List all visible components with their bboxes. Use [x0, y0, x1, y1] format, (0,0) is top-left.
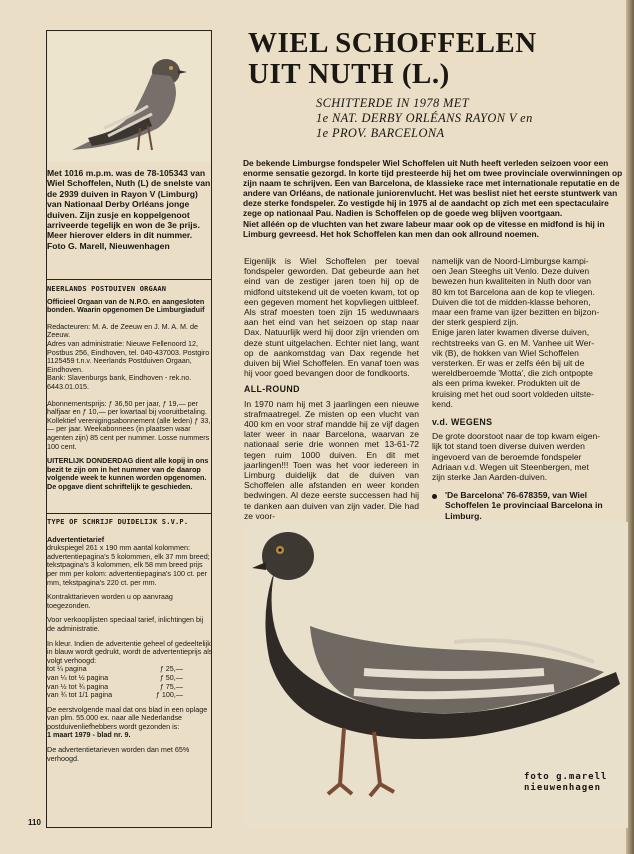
eerstvolgende-date: 1 maart 1979 - blad nr. 9. [47, 730, 131, 740]
intro-line: enorme sensatie gezorgd. In korte tijd presteerde hij het om twee provinciale overwinningen op [243, 168, 623, 179]
title-line: WIEL SCHOFFELEN [248, 27, 537, 59]
kleur-row-label: tot ¼ pagina [47, 664, 87, 674]
kleur-price-row [47, 691, 213, 700]
intro-line: zijn naam te schrijven. Een van Barcelona, de klassieke race met internationale reputatie en de [243, 178, 620, 189]
abonnement: Abonnementsprijs: ƒ 36,50 per jaar, ƒ 19,— per halfjaar en ƒ 10,— per kwartaal bij vooruitbetaling. Kollektief verenigingsabonnement (alle leden) ƒ 33,— per jaar. Weekabonnees (in plaatsen waar agenten zijn) 85 cent per nummer. Losse nummers 100 cent. [47, 398, 211, 451]
section-heading-allround: ALL-ROUND [244, 384, 300, 395]
pigeon-photo-small [48, 32, 210, 162]
divider [46, 279, 212, 280]
verkoop-text: Voor verkooplijsten speciaal tarief, inlichtingen bij de administratie. [47, 615, 204, 633]
bullet-icon [432, 494, 437, 499]
deadline-notice: UITERLIJK DONDERDAG dient alle kopij in ons bezit te zijn om in het nummer van de daarop volgende week te kunnen worden opgenomen. De opgave dient schriftelijk te geschieden. [47, 456, 209, 491]
bullet-line: Limburg. [445, 510, 482, 521]
tarief-text: drukspiegel 261 x 190 mm aantal kolommen: advertentiepagina's 5 kolommen, elk 37 mm breed; tekstpagina's 3 kolommen, elk 58 mm breed prijs per mm per kolom: advertentiepagina's 100 ct. per mm, tekstpagina's 220 ct. per mm. [47, 543, 210, 587]
kleur-row-price: ƒ 25,— [159, 664, 183, 674]
type-schrijf: TYPE OF SCHRIJF DUIDELIJK S.V.P. [47, 518, 189, 526]
column-2-line: der sterk gespierd zijn. [432, 317, 519, 328]
bullet-line: 'De Barcelona' 76-678359, van Wiel [445, 490, 588, 501]
column-2-line: ingevoerd van de beroemde fondspeler [432, 451, 582, 462]
verhoogd-text: De advertentietarieven worden dan met 65% verhoogd. [47, 745, 190, 763]
intro-line: deze sterke fondspeler. Zo vestigde hij in 1975 al de aandacht op zich met een spectaculaire [243, 198, 609, 209]
page-number: 110 [28, 818, 41, 827]
article-column-2 [432, 256, 628, 521]
bank: Bank: Slavenburgs bank, Eindhoven - rek.no. 6443.01.015. [47, 373, 192, 391]
sidebar-masthead [47, 285, 213, 491]
column-2-line: bewezen hun kwaliteiten in Nuth door van [432, 276, 592, 287]
sidebar-ads [47, 518, 213, 763]
org-title: NEERLANDS POSTDUIVEN ORGAAN [47, 285, 167, 293]
intro-line: zege op nationaal Pau. Nadien is Schoffelen op de goede weg blijven voortgaan. [243, 208, 563, 219]
column-2-text-2 [432, 431, 628, 482]
subtitle-line: SCHITTERDE IN 1978 MET [316, 96, 470, 110]
body-paragraph: Eigenlijk is Wiel Schoffelen per toeval fondspeler geworden. Dat gebeurde aan het eind van de zestiger jaren toen hij op de midfond uitstekend uit de voeten kwam, tot op een gegeven moment het kopvliegen uitbleef. Als straf moesten toen zijn 15 weduwnaars aan het eind van het seizoen op stap naar Dax. Natuurlijk werd hij door zijn vrienden om deze stunt uitgelachen. Echter niet lang, want op de aankomstdag van Dax regende het duiven bij Wiel Schoffelen. En vanaf toen was hij voor goed bevangen door de fondkoorts. [244, 256, 419, 379]
kleur-row-price: ƒ 75,— [159, 681, 183, 691]
credit-line: foto g.marell [524, 772, 608, 782]
column-2-line: maar een frame van ijzer bezitten en bijzon- [432, 307, 600, 318]
credit-line: nieuwenhagen [524, 783, 602, 793]
adres: Adres van administratie: Nieuwe Fellenoord 12, Postbus 256, Eindhoven, tel. 040-437003. Postgiro 1125459 t.n.v. Neerlands Postduiven Orgaan, Eindhoven. [47, 338, 210, 374]
section-heading-wegens: v.d. WEGENS [432, 417, 493, 428]
kleur-row-price: ƒ 100,— [155, 690, 183, 700]
kleur-price-table [47, 665, 213, 699]
column-2-line: zijn sterke Jan Aarden-duiven. [432, 472, 548, 483]
intro-line: Limburg gevreesd. Het hok Schoffelen kan men dan ook allround noemen. [243, 228, 539, 239]
body-paragraph: In 1970 nam hij met 3 jaarlingen een nieuwe strafmaatregel. Ze misten op een vlucht van 400 km en voor straf mandde hij ze vijf dagen later weer in naar Barcelona, waarvan ze nationaal serie drie wonnen met 13-61-72 tegen ruim 1000 duiven. En dit met jaarlingen!!! Toen was het voor iedereen in Limburg duidelijk dat de duiven van Schoffelen alle afstanden en weer konden bedwingen. Al deze eerste successen had hij te danken aan duiven van zijn vader. Die had ze voor- [244, 398, 419, 521]
org-text: Officieel Orgaan van de N.P.O. en aangesloten bonden. Waarin opgenomen De Limburgiaduif [47, 296, 205, 315]
photo-credit [524, 772, 634, 794]
subtitle-line: 1e NAT. DERBY ORLÉANS RAYON V en [316, 111, 533, 125]
column-2-line: kruising met het oud soort voldeden uitste- [432, 388, 594, 399]
kleur-text: In kleur. Indien de advertentie geheel of gedeeltelijk in blauw wordt gedrukt, wordt de advertentieprijs als volgt verhoogd: [47, 638, 213, 665]
kleur-row-price: ƒ 50,— [159, 672, 183, 682]
intro-line: Niet alléén op de vluchten van het zware labeur maar ook op de vitesse en midfond is hij in [243, 218, 605, 229]
intro-line: De bekende Limburgse fondspeler Wiel Schoffelen uit Nuth heeft verleden seizoen voor een [243, 158, 609, 168]
kleur-row-label: van ¼ tot ½ pagina [47, 672, 109, 682]
column-2-line: oen Jean Steeghs uit Venlo. Deze duiven [432, 266, 590, 277]
column-2-line: 80 km tot Barcelona aan de kop te vliegen. [432, 286, 595, 297]
column-2-line: rechtstreeks van G. en M. Vanhee uit Wer- [432, 337, 595, 348]
column-2-line: kend. [432, 398, 454, 409]
column-2-line: lijk tot stand toen diverse duiven werden [432, 441, 585, 452]
kleur-row-label: van ¾ tot 1/1 pagina [47, 690, 113, 700]
eerstvolgende-text: De eerstvolgende maal dat ons blad in een oplage van plm. 55.000 ex. naar alle Nederlandse postduivenliefhebbers wordt gezonden is: [47, 704, 208, 731]
top-photo-caption: Met 1016 m.p.m. was de 78-105343 van Wiel Schoffelen, Nuth (L) de snelste van de 2939 duiven in Rayon V (Limburg) van Nationaal Derby Orléans jonge duiven. Zijn zusje en koppelgenoot arriveerde tegelijk en won de 3e prijs. Meer hierover elders in dit nummer. Foto G. Marell, Nieuwenhagen [47, 168, 211, 251]
column-2-line: vik (B), de hokken van Wiel Schoffelen [432, 347, 579, 358]
column-2-line: versterken. Er was er zelfs één bij uit de [432, 358, 585, 369]
column-2-line: Adriaan v.d. Wegen uit Steenbergen, met [432, 461, 589, 472]
kontrakt-text: Kontrakttarieven worden u op aanvraag toegezonden. [47, 592, 173, 610]
article-subtitle [316, 96, 634, 141]
column-2-line: als een prima kweker. Produkten uit de [432, 378, 581, 389]
article-intro [243, 158, 634, 239]
column-2-line: wereldberoemde 'Motta', die zich ontpopte [432, 368, 593, 379]
title-line: UIT NUTH (L.) [248, 58, 450, 90]
photo-caption-bullet [432, 490, 628, 521]
subtitle-line: 1e PROV. BARCELONA [316, 126, 445, 140]
tarief-title: Advertentietarief [47, 534, 105, 544]
column-2-line: namelijk van de Noord-Limburgse kampi- [432, 256, 589, 266]
intro-line: andere van Orléans, de nationale juniorenvlucht. Het was beslist niet het eerste stuntwerk van [243, 188, 618, 199]
bullet-line: Schoffelen 1e provinciaal Barcelona in [445, 500, 603, 511]
divider [46, 513, 212, 514]
kleur-row-label: van ½ tot ¾ pagina [47, 681, 109, 691]
article-column-1 [244, 256, 419, 521]
column-2-line: Duiven die tot de midden-klasse behoren, [432, 296, 591, 307]
column-2-line: De grote doorstoot naar de top kwam eigen- [432, 431, 601, 442]
column-2-text [432, 256, 628, 409]
redacteuren: Redacteuren: M. A. de Zeeuw en J. M. A. M. de Zeeuw. [47, 321, 199, 340]
column-2-line: Enige jaren later kwamen diverse duiven, [432, 327, 590, 338]
article-title [248, 28, 628, 90]
